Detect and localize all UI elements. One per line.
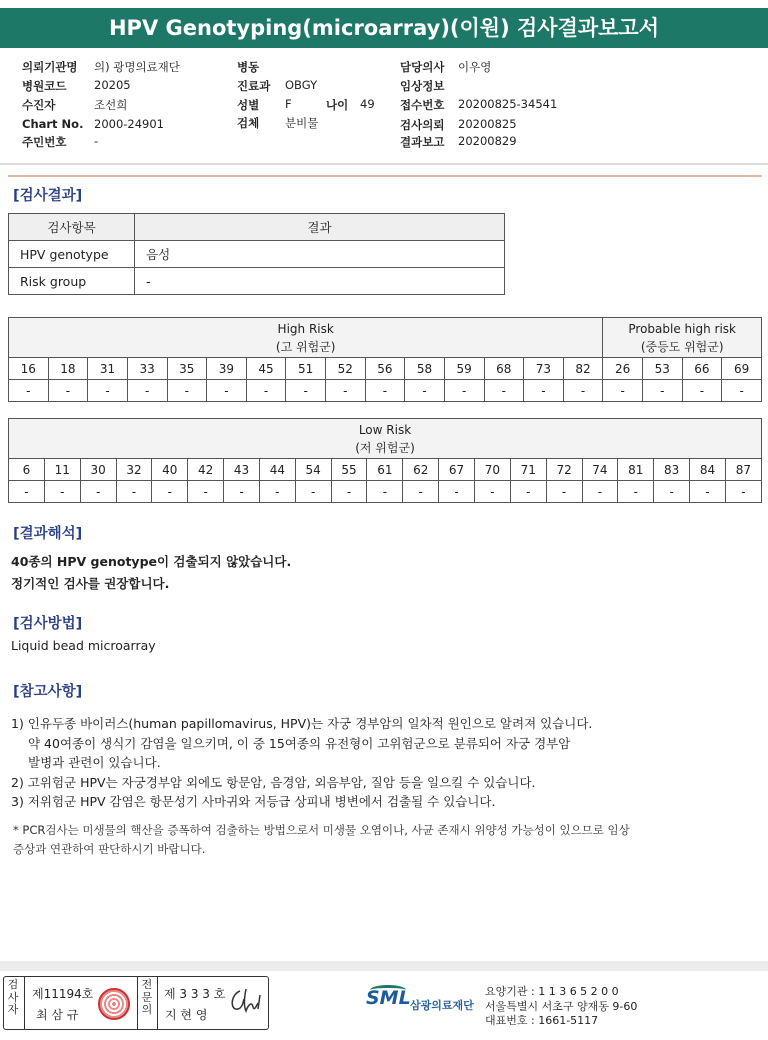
genotype-cell: 43 [224,459,260,481]
section-notes-title: [참고사항] [13,684,83,700]
hospital-code-value: 20205 [94,78,131,92]
genotype-result-cell: - [88,380,128,402]
result-header-item: 검사항목 [9,214,135,241]
signature-box [3,976,269,1030]
age-label: 나이 [326,98,349,112]
genotype-cell: 52 [326,358,366,380]
genotype-cell: 59 [444,358,484,380]
genotype-cell: 40 [152,459,188,481]
genotype-result-cell: - [80,481,116,503]
genotype-cell: 11 [44,459,80,481]
genotype-result-cell: - [524,380,564,402]
specimen-label: 검체 [237,116,260,130]
note-item: 1) 인유두종 바이러스(human papillomavirus, HPV)는 자궁 경부암의 일차적 원인으로 알려져 있습니다. [11,716,593,731]
genotype-cell: 83 [654,459,690,481]
genotype-result-cell: - [116,481,152,503]
report-title: HPV Genotyping(microarray)(이원) 검사결과보고서 [0,8,768,48]
phone: 대표번호 : 1661-5117 [485,1014,599,1027]
result-table [8,213,505,295]
genotype-row [9,358,762,380]
high-risk-subtitle: (고 위험군) [275,339,336,354]
genotype-result-cell: - [246,380,286,402]
genotype-cell: 54 [295,459,331,481]
chart-no-label: Chart No. [22,117,84,131]
genotype-cell: 87 [725,459,761,481]
genotype-result-row [9,380,762,402]
genotype-result-cell: - [725,481,761,503]
genotype-result-cell: - [367,481,403,503]
genotype-cell: 55 [331,459,367,481]
genotype-result-cell: - [603,380,643,402]
genotype-result-cell: - [563,380,603,402]
examiner-no: 제11194호 [32,987,94,1001]
genotype-cell: 82 [563,358,603,380]
specialist-name: 지 현 영 [165,1008,208,1022]
genotype-result-cell: - [167,380,207,402]
genotype-cell: 6 [9,459,45,481]
genotype-result-cell: - [682,380,722,402]
genotype-result-cell: - [44,481,80,503]
genotype-result-cell: - [510,481,546,503]
resident-no-value: - [94,134,99,148]
table-row [9,241,505,268]
low-risk-header [9,419,762,459]
genotype-cell: 70 [474,459,510,481]
interpretation-line: 40종의 HPV genotype이 검출되지 않았습니다. [11,554,292,569]
footer-divider [0,961,768,971]
seal-stamp [98,988,130,1020]
patient-info [0,57,768,162]
logo-name: 삼광의료재단 [410,999,474,1012]
examiner-label: 검 사 자 [7,978,19,1016]
genotype-result-cell: - [722,380,762,402]
genotype-result-cell: - [618,481,654,503]
request-date-value: 20200825 [458,117,517,131]
genotype-cell: 72 [546,459,582,481]
genotype-cell: 71 [510,459,546,481]
section-method-title: [검사방법] [13,616,83,632]
genotype-cell: 16 [9,358,49,380]
hospital-code-label: 병원코드 [22,79,67,93]
address: 서울특별시 서초구 양재동 9-60 [485,999,638,1013]
info-divider [0,163,768,165]
contact-info [485,985,637,1029]
table-row [9,268,505,295]
result-value: - [135,268,505,295]
pcr-footnote [13,821,753,859]
interpretation-line: 정기적인 검사를 권장합니다. [11,576,170,591]
genotype-cell: 81 [618,459,654,481]
genotype-row [9,459,762,481]
resident-no-label: 주민번호 [22,135,67,149]
doctor-label: 담당의사 [400,60,445,74]
age-value: 49 [360,97,375,111]
method-text: Liquid bead microarray [11,638,156,653]
notes-list [11,714,751,812]
sex-label: 성별 [237,98,260,112]
genotype-cell: 39 [207,358,247,380]
genotype-result-cell: - [546,481,582,503]
genotype-result-row [9,481,762,503]
genotype-result-cell: - [127,380,167,402]
genotype-result-cell: - [654,481,690,503]
institution-code: 요양기관 : 1 1 3 6 5 2 0 0 [485,985,619,998]
low-risk-subtitle: (저 위험군) [355,440,415,455]
probable-risk-subtitle: (중등도 위험군) [640,339,724,354]
genotype-result-cell: - [9,380,49,402]
genotype-cell: 67 [439,459,475,481]
genotype-cell: 18 [48,358,88,380]
note-item: 약 40여종이 생식기 감염을 일으키며, 이 중 15여종의 유전형이 고위험군으로 분류되어 자궁 경부암 [28,735,571,751]
report-date-value: 20200829 [458,134,517,148]
genotype-cell: 73 [524,358,564,380]
genotype-cell: 68 [484,358,524,380]
genotype-result-cell: - [474,481,510,503]
report-date-label: 결과보고 [400,135,445,149]
department-label: 진료과 [237,79,271,93]
genotype-cell: 26 [603,358,643,380]
genotype-cell: 45 [246,358,286,380]
section-interpretation-title: [결과해석] [13,526,83,542]
genotype-result-cell: - [690,481,726,503]
genotype-result-cell: - [207,380,247,402]
genotype-result-cell: - [326,380,366,402]
low-risk-table [8,418,762,503]
note-item: 3) 저위험군 HPV 감염은 항문성기 사마귀와 저등급 상피내 병변에서 검출될 수 있습니다. [11,794,496,809]
genotype-cell: 35 [167,358,207,380]
genotype-result-cell: - [403,481,439,503]
sex-value: F [285,97,292,111]
chart-no-value: 2000-24901 [94,117,164,131]
footnote-line: 증상과 연관하여 판단하시기 바랍니다. [13,842,206,856]
interpretation-text [11,551,291,595]
receipt-no-label: 접수번호 [400,98,445,112]
section-result-title: [검사결과] [13,188,83,204]
note-item: 발병과 관련이 있습니다. [28,755,161,770]
genotype-cell: 32 [116,459,152,481]
receipt-no-value: 20200825-34541 [458,97,558,111]
footnote-line: * PCR검사는 미생물의 핵산을 증폭하여 검출하는 방법으로서 미생물 오염이나, 사균 존재시 위양성 가능성이 있으므로 임상 [13,823,630,837]
genotype-result-cell: - [331,481,367,503]
request-date-label: 검사의뢰 [400,118,445,132]
department-value: OBGY [285,78,318,92]
note-item: 2) 고위험군 HPV는 자궁경부암 외에도 항문암, 음경암, 외음부암, 질암 등을 일으킬 수 있습니다. [11,774,536,790]
patient-value: 조선희 [94,98,128,112]
genotype-cell: 31 [88,358,128,380]
accent-divider [8,175,762,177]
genotype-cell: 61 [367,459,403,481]
sml-logo [366,985,486,1025]
genotype-cell: 44 [259,459,295,481]
examiner-name: 최 삼 규 [36,1008,79,1022]
genotype-result-cell: - [582,481,618,503]
signature-mark [226,985,266,1015]
genotype-cell: 69 [722,358,762,380]
result-value: 음성 [135,241,505,268]
high-risk-title: High Risk [277,321,334,336]
clinical-info-label: 임상정보 [400,79,445,93]
probable-risk-header [603,318,762,358]
institution-value: 의) 광명의료재단 [94,60,180,74]
genotype-result-cell: - [439,481,475,503]
genotype-result-cell: - [259,481,295,503]
genotype-cell: 56 [365,358,405,380]
genotype-result-cell: - [152,481,188,503]
specimen-value: 분비물 [285,116,319,130]
genotype-cell: 62 [403,459,439,481]
low-risk-title: Low Risk [358,422,412,437]
probable-risk-title: Probable high risk [628,321,736,336]
result-item: Risk group [9,268,135,295]
high-risk-table [8,317,762,402]
specialist-label: 전 문 의 [141,978,153,1016]
genotype-result-cell: - [405,380,445,402]
high-risk-header [9,318,603,358]
genotype-cell: 30 [80,459,116,481]
genotype-result-cell: - [48,380,88,402]
specialist-no: 제 3 3 3 호 [164,987,226,1001]
ward-label: 병동 [237,60,260,74]
doctor-value: 이우영 [458,60,492,74]
genotype-result-cell: - [365,380,405,402]
genotype-result-cell: - [224,481,260,503]
genotype-result-cell: - [295,481,331,503]
genotype-cell: 58 [405,358,445,380]
result-header-result: 결과 [135,214,505,241]
result-item: HPV genotype [9,241,135,268]
genotype-result-cell: - [9,481,45,503]
genotype-result-cell: - [643,380,683,402]
genotype-result-cell: - [484,380,524,402]
patient-label: 수진자 [22,98,56,112]
genotype-cell: 53 [643,358,683,380]
genotype-cell: 66 [682,358,722,380]
genotype-cell: 51 [286,358,326,380]
genotype-cell: 33 [127,358,167,380]
genotype-result-cell: - [286,380,326,402]
genotype-cell: 84 [690,459,726,481]
logo-mark: SML [366,987,411,1009]
genotype-cell: 42 [188,459,224,481]
genotype-result-cell: - [444,380,484,402]
genotype-result-cell: - [188,481,224,503]
institution-label: 의뢰기관명 [22,60,78,74]
genotype-cell: 74 [582,459,618,481]
